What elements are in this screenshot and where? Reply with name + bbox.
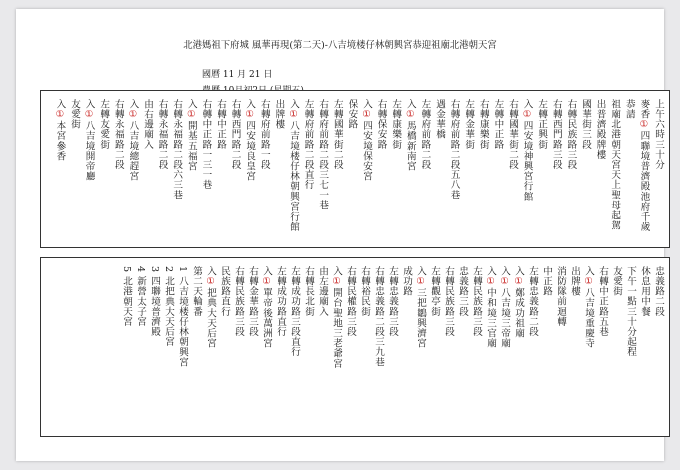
- route-step: 下午一點三十分起程: [625, 266, 636, 357]
- route-step: 友愛街: [611, 266, 622, 297]
- route-step: 右轉中正路五巷: [597, 266, 608, 337]
- route-step: 祖廟北港朝天宮天上聖母起駕: [609, 99, 621, 231]
- route-step: 右轉民族路三段: [443, 266, 454, 337]
- route-step: 出牌樓: [273, 99, 285, 130]
- route-step: 麥香①四聯境普濟殿池府千歲: [638, 99, 650, 232]
- route-step: 由右邊廟入: [142, 99, 153, 150]
- route-step: 左轉府前路二段直行: [302, 99, 314, 190]
- route-step: 右轉府前路二段五八巷: [448, 99, 460, 200]
- gregorian-date: 國曆 11 月 21 日: [202, 70, 273, 80]
- route-step: 右轉長北街: [303, 266, 314, 317]
- route-step: 出普濟殿牌樓: [594, 99, 606, 160]
- route-step: 入①鄭成功祖廟: [513, 266, 524, 339]
- route-step: 保安路: [346, 99, 358, 130]
- route-section-afternoon: [40, 257, 670, 437]
- route-step: 右轉永福路二段: [112, 99, 124, 170]
- route-step: 入①單帝後萬洲宮: [261, 266, 272, 349]
- route-step: 入①八吉境開帝廳: [83, 99, 95, 182]
- route-step: 4 新營太子宮: [135, 266, 146, 327]
- route-step: 右轉民族路三段: [233, 266, 244, 337]
- route-step: 右轉永福路二段: [156, 99, 168, 170]
- route-step: 右轉西門路二段: [229, 99, 241, 170]
- route-step: 右轉中正路: [215, 99, 226, 150]
- route-step: 左轉成功路三段直行: [289, 266, 300, 357]
- route-step: 入①八吉境三帝廟: [499, 266, 510, 349]
- route-step: 右轉民族路三段: [565, 99, 577, 170]
- route-step: 右轉民權路三段: [345, 266, 356, 337]
- route-step: 入①把典大天后宮: [205, 266, 216, 349]
- route-step: 左轉中正路: [492, 99, 504, 150]
- route-step: 2 北把典大天后宮: [163, 266, 174, 347]
- route-step: 右轉忠義路二段三九巷: [373, 266, 384, 367]
- route-step: 左轉忠義路三段: [387, 266, 398, 337]
- route-step: 左轉國華街二段: [331, 99, 343, 170]
- route-step: 左轉成功路直行: [275, 266, 286, 337]
- route-step: 左轉正興街: [536, 99, 548, 150]
- route-step: 入①開台聖地三老爺宮: [331, 266, 342, 369]
- route-step: 出牌樓: [569, 266, 580, 297]
- route-step: 右轉府前路一段: [258, 99, 270, 170]
- route-step: 入①本宮參香: [54, 99, 66, 162]
- route-step: 入①開基五福宮: [185, 99, 197, 172]
- route-step: 右轉西門路三段: [550, 99, 562, 170]
- route-step: 入①四安境保安宮: [361, 99, 372, 182]
- route-section-morning: [40, 90, 670, 248]
- route-step: 1 八吉境楼仔林朝興宮: [177, 266, 188, 368]
- route-step: 右轉康樂街: [477, 99, 489, 150]
- route-step: 入①三把鶵興濟宮: [415, 266, 426, 349]
- route-step: 友愛街: [69, 99, 80, 130]
- route-step: 由左邊廟入: [317, 266, 328, 317]
- route-step: 恭請: [623, 99, 635, 120]
- route-step: 上午六時三十分: [653, 99, 664, 170]
- route-step: 3 四聯境普濟殿: [149, 266, 160, 337]
- route-step: 消防隊前迴轉: [555, 266, 566, 327]
- route-step: 民族路直行: [219, 266, 230, 317]
- route-step: 左轉忠義路二段: [527, 266, 538, 337]
- route-step: 右轉國華街二段: [507, 99, 518, 170]
- route-step: 左轉府前路二段: [419, 99, 431, 170]
- route-step: 5 北港朝天宮: [121, 266, 132, 327]
- route-step: 休息用中餐: [639, 266, 650, 317]
- route-step: 入①四安境神興宮行館: [521, 99, 533, 202]
- route-step: 中正路: [541, 266, 552, 297]
- route-step: 入①馬橋新南宮: [404, 99, 416, 172]
- route-step: 右轉永福路二段六三巷: [171, 99, 183, 200]
- route-step: 左轉康樂街: [390, 99, 402, 150]
- route-step: 入①中和境三官廟: [485, 266, 496, 349]
- route-step: 入①四安境良皇宮: [244, 99, 256, 182]
- route-step: 第二天輪番: [191, 266, 202, 317]
- route-step: 右轉裕民街: [359, 266, 370, 317]
- route-step: 右轉中正路一三一巷: [200, 99, 212, 190]
- route-step: 入①八吉境重慶寺: [583, 266, 594, 349]
- route-step: 左轉金華街: [463, 99, 475, 150]
- route-step: 入①八吉境總趕宮: [127, 99, 139, 182]
- route-step: 左轉友愛街: [98, 99, 110, 150]
- route-step: 忠義路三段: [457, 266, 468, 317]
- route-step: 成功路: [401, 266, 412, 297]
- document-title: 北港媽祖下府城 風華再現(第二天)-八吉境楼仔林朝興宮恭迎祖廟北港朝天宮: [183, 40, 497, 51]
- route-step: 入①八吉境楼仔林朝興宮行館: [288, 99, 299, 232]
- route-step: 右轉府前路二段三七一巷: [317, 99, 329, 211]
- route-step: 國華街三段: [580, 99, 591, 150]
- route-step: 忠義路二段: [653, 266, 664, 317]
- route-step: 左轉觀亭街: [429, 266, 440, 317]
- route-step: 右轉保安路: [375, 99, 387, 150]
- route-step: 左轉民族路三段: [471, 266, 482, 337]
- route-step: 遇金華橋: [434, 99, 445, 140]
- route-step: 右轉金華路三段: [247, 266, 258, 337]
